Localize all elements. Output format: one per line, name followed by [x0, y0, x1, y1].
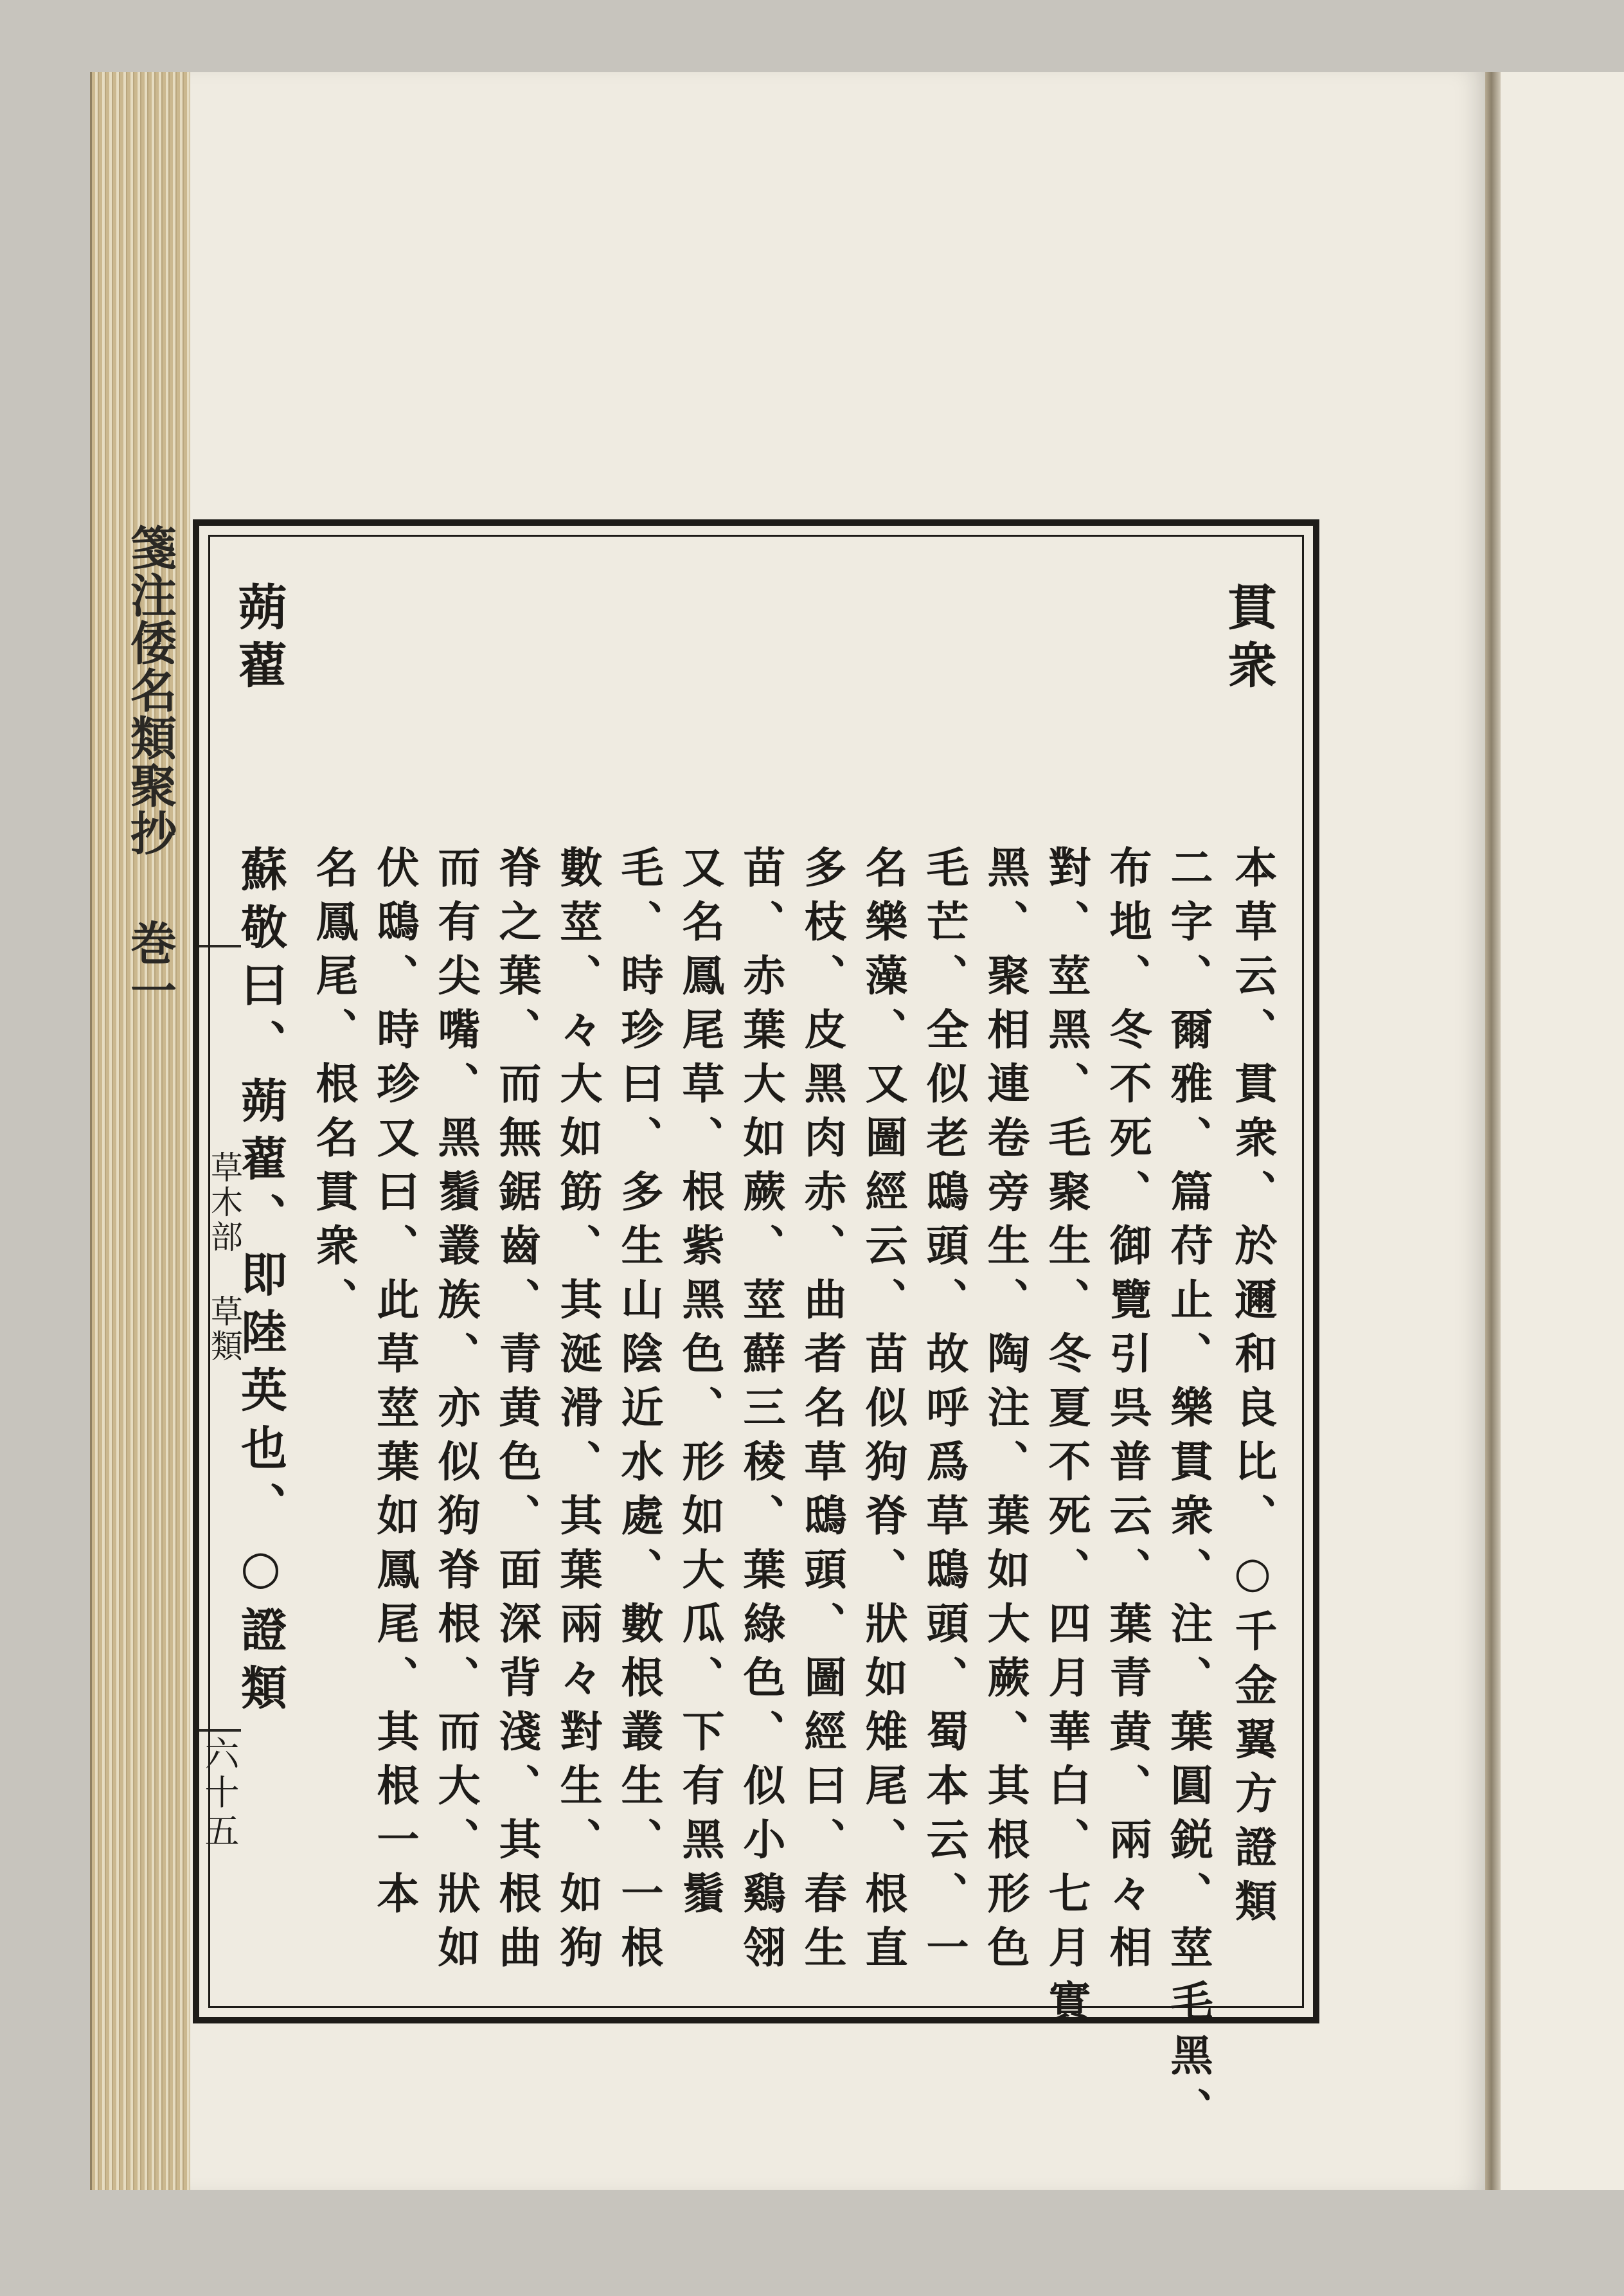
text-line: 脊之葉、而無鋸齒、青黄色、面深背淺、其根曲 [492, 845, 542, 1979]
text-line: 布地、冬不死、御覽引呉普云、葉青黄、兩々相 [1102, 845, 1152, 1979]
text-frame-inner-border [208, 535, 1304, 2141]
text-line: 二字、爾雅、篇苻止、樂貫衆、注、葉圓鋭、莖毛黑、 [1163, 845, 1213, 2141]
text-line: 名鳳尾、根名貫衆、 [308, 845, 359, 1331]
running-head-title: 箋注倭名類聚抄 [123, 524, 177, 857]
text-line: 對、莖黑、毛聚生、冬夏不死、四月華白、七月實 [1041, 845, 1091, 2033]
text-line: 本草云、貫衆、於邇和良比、○千金翼方證類 [1227, 845, 1278, 1933]
text-line: 而有尖嘴、黑鬚叢族、亦似狗脊根、而大、狀如 [431, 845, 481, 1979]
text-line: 苗、赤葉大如蕨、莖蘚三稜、葉綠色、似小鷄翎 [736, 845, 786, 1979]
book-page-edges [90, 72, 201, 2190]
text-line: 伏鴟、時珍又曰、此草莖葉如鳳尾、其根一本 [370, 845, 420, 1925]
text-line: 又名鳳尾草、根紫黑色、形如大瓜、下有黑鬚 [675, 845, 725, 1925]
page-number: 六十五 [199, 1735, 240, 1851]
running-head-section: 草木部 草類 [206, 1151, 243, 1364]
text-line: 蘇敬曰、蒴藋、即陸英也、○證類 [233, 845, 288, 1721]
book-gutter [1485, 72, 1501, 2190]
headword-shuodiao: 蒴藋 [230, 582, 287, 697]
text-line: 多枝、皮黑肉赤、曲者名草鴟頭、圖經曰、春生 [797, 845, 847, 1979]
text-line: 數莖、々大如筯、其涎滑、其葉兩々對生、如狗 [553, 845, 603, 1979]
text-line: 黑、聚相連卷旁生、陶注、葉如大蕨、其根形色 [980, 845, 1030, 1979]
text-line: 毛芒、全似老鴟頭、故呼爲草鴟頭、蜀本云、一 [919, 845, 969, 1979]
headword-guanzhong: 貫衆 [1220, 582, 1277, 697]
text-frame [193, 519, 1319, 2141]
text-line: 毛、時珍曰、多生山陰近水處、數根叢生、一根 [614, 845, 664, 1979]
running-head-volume: 巻一 [123, 919, 177, 1014]
facing-page-edge [1501, 72, 1624, 2190]
text-line: 名樂藻、又圖經云、苗似狗脊、狀如雉尾、根直 [858, 845, 908, 1979]
